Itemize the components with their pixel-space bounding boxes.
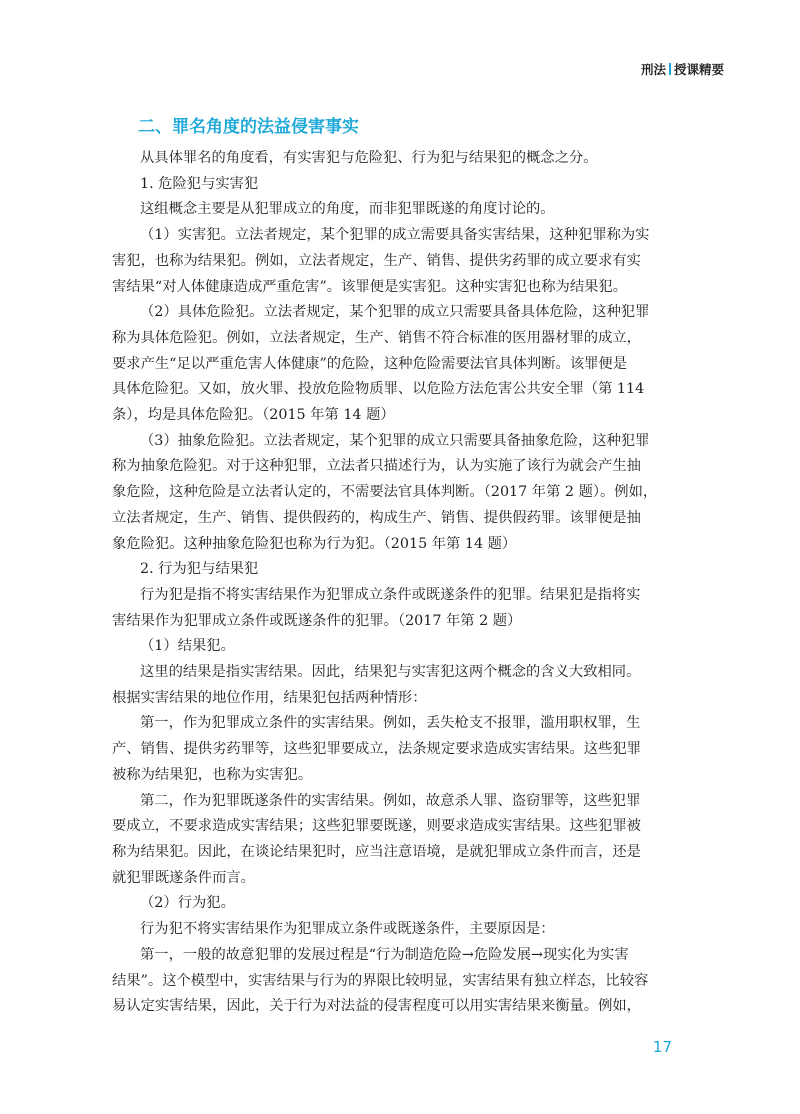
text-line: 条），均是具体危险犯。（2015 年第 14 题） (112, 407, 395, 424)
text-line: 害犯，也称为结果犯。例如，立法者规定，生产、销售、提供劣药罪的成立要求有实 (112, 252, 641, 269)
running-header (641, 60, 724, 78)
text-line: 要求产生“足以严重危害人体健康”的危险，这种危险需要法官具体判断。该罪便是 (112, 355, 628, 372)
text-line: 易认定实害结果，因此，关于行为对法益的侵害程度可以用实害结果来衡量。例如， (112, 998, 641, 1015)
text-line: 1. 危险犯与实害犯 (140, 175, 259, 192)
text-line: 害结果“对人体健康造成严重危害”。该罪便是实害犯。这种实害犯也称为结果犯。 (112, 278, 628, 295)
body-text (112, 146, 676, 1020)
text-line: 称为具体危险犯。例如，立法者规定，生产、销售不符合标准的医用器材罪的成立， (112, 329, 641, 346)
text-line: 称为结果犯。因此，在谈论结果犯时，应当注意语境，是就犯罪成立条件而言，还是 (112, 843, 641, 860)
text-line: 这组概念主要是从犯罪成立的角度，而非犯罪既遂的角度讨论的。 (140, 201, 555, 218)
text-line: 被称为结果犯，也称为实害犯。 (112, 766, 313, 783)
text-line: 立法者规定，生产、销售、提供假药的，构成生产、销售、提供假药罪。该罪便是抽 (112, 509, 641, 526)
header-divider (669, 63, 671, 75)
text-line: 2. 行为犯与结果犯 (140, 561, 259, 578)
text-line: 产、销售、提供劣药罪等，这些犯罪要成立，法条规定要求造成实害结果。这些犯罪 (112, 741, 641, 758)
text-line: 称为抽象危险犯。对于这种犯罪，立法者只描述行为，认为实施了该行为就会产生抽 (112, 458, 641, 475)
text-line: 第一，作为犯罪成立条件的实害结果。例如，丢失枪支不报罪，滥用职权罪，生 (140, 715, 641, 732)
text-line: 就犯罪既遂条件而言。 (112, 869, 255, 886)
text-line: 根据实害结果的地位作用，结果犯包括两种情形： (112, 689, 427, 706)
text-line: （1）结果犯。 (140, 638, 235, 655)
text-line: （2）具体危险犯。立法者规定，某个犯罪的成立只需要具备具体危险，这种犯罪 (140, 304, 650, 321)
text-line: （3）抽象危险犯。立法者规定，某个犯罪的成立只需要具备抽象危险，这种犯罪 (140, 432, 650, 449)
text-line: 害结果作为犯罪成立条件或既遂条件的犯罪。（2017 年第 2 题） (112, 612, 522, 629)
text-line: 象危险，这种危险是立法者认定的，不需要法官具体判断。（2017 年第 2 题）。例如， (112, 484, 658, 501)
text-line: 行为犯是指不将实害结果作为犯罪成立条件或既遂条件的犯罪。结果犯是指将实 (140, 586, 641, 603)
header-series: 授课精要 (673, 62, 724, 77)
text-line: 从具体罪名的角度看，有实害犯与危险犯、行为犯与结果犯的概念之分。 (140, 150, 598, 166)
header-subject: 刑法 (640, 62, 666, 77)
text-line: 行为犯不将实害结果作为犯罪成立条件或既遂条件，主要原因是： (140, 921, 555, 938)
text-line: 象危险犯。这种抽象危险犯也称为行为犯。（2015 年第 14 题） (112, 535, 517, 552)
text-line: 具体危险犯。又如，放火罪、投放危险物质罪、以危险方法危害公共安全罪（第 114 (112, 381, 645, 398)
text-line: 这里的结果是指实害结果。因此，结果犯与实害犯这两个概念的含义大致相同。 (140, 664, 641, 681)
section-heading: 二、罪名角度的法益侵害事实 (138, 117, 359, 137)
text-line: （1）实害犯。立法者规定，某个犯罪的成立需要具备实害结果，这种犯罪称为实 (140, 227, 650, 244)
text-line: 第二，作为犯罪既遂条件的实害结果。例如，故意杀人罪、盗窃罪等，这些犯罪 (140, 792, 641, 809)
text-line: 要成立，不要求造成实害结果；这些犯罪要既遂，则要求造成实害结果。这些犯罪被 (112, 818, 641, 835)
text-line: （2）行为犯。 (140, 895, 235, 912)
text-line: 结果”。这个模型中，实害结果与行为的界限比较明显，实害结果有独立样态，比较容 (112, 972, 649, 989)
page-number: 17 (652, 1038, 672, 1056)
text-line: 第一，一般的故意犯罪的发展过程是“行为制造危险→危险发展→现实化为实害 (140, 946, 629, 963)
